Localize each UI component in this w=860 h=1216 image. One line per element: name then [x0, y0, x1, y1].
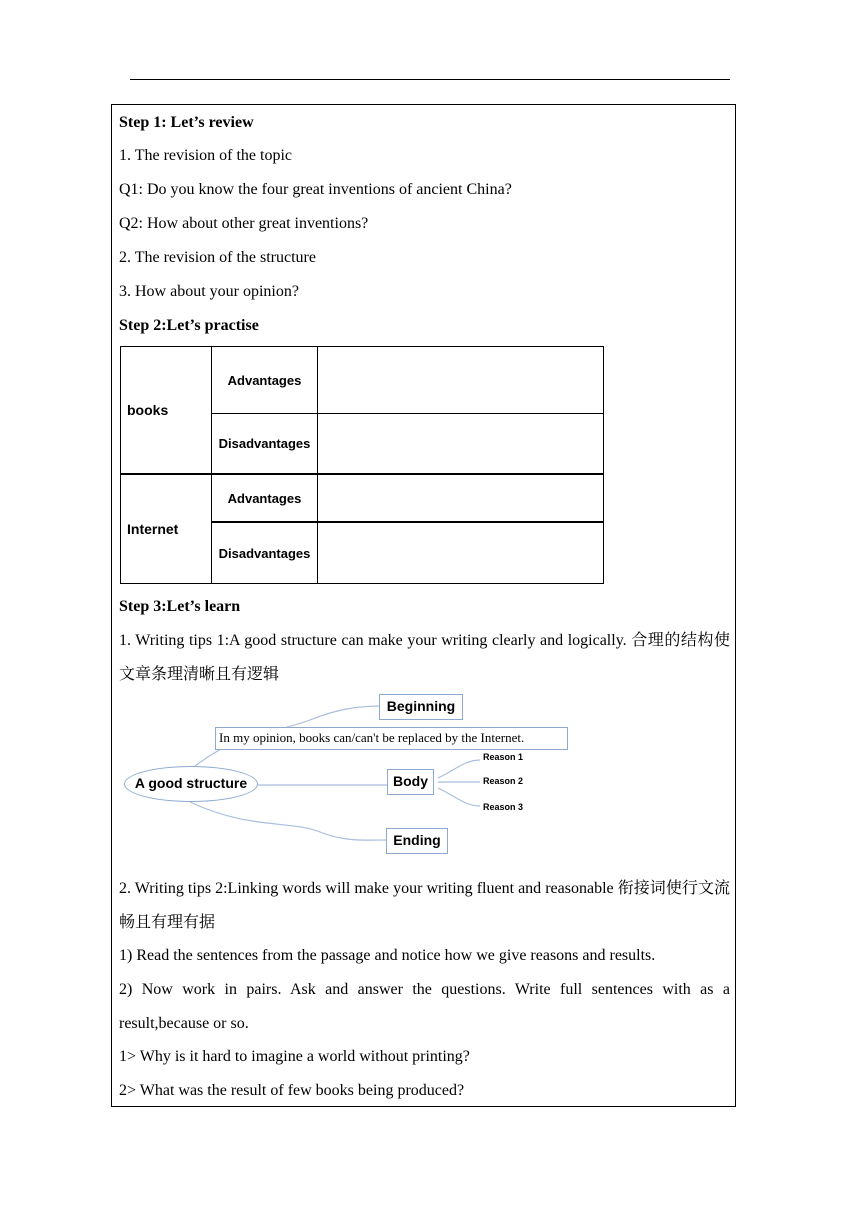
center-node: A good structure [124, 766, 258, 802]
opinion-node: In my opinion, books can/can't be replaced by the Internet. [215, 727, 568, 750]
answer-cell[interactable] [318, 522, 604, 583]
answer-cell[interactable] [318, 347, 604, 414]
row-label: Disadvantages [212, 414, 318, 474]
group-books: books [121, 347, 212, 475]
writing-tip-2: 2. Writing tips 2:Linking words will make your writing fluent and reasonable 衔接词使行文流畅且有理有据 [119, 880, 730, 931]
row-label: Advantages [212, 347, 318, 414]
group-internet: Internet [121, 474, 212, 583]
ending-node: Ending [386, 828, 448, 854]
step1-item: Q2: How about other great inventions? [119, 215, 369, 232]
reason-label: Reason 1 [483, 752, 524, 762]
row-label: Disadvantages [212, 522, 318, 583]
step1-item: 2. The revision of the structure [119, 249, 316, 266]
step3-title: Step 3:Let’s learn [119, 598, 241, 615]
step3-item: 1) Read the sentences from the passage and notice how we give reasons and results. [119, 947, 656, 964]
body-node: Body [387, 769, 434, 795]
row-label: Advantages [212, 474, 318, 522]
writing-tip-1: 1. Writing tips 1:A good structure can make your writing clearly and logically. 合理的结构使文章条理清晰且有逻辑 [119, 632, 730, 683]
step3-item: 2) Now work in pairs. Ask and answer the questions. Write full sentences with as a result,because or so. [119, 981, 730, 1032]
step2-title: Step 2:Let’s practise [119, 317, 259, 334]
answer-cell[interactable] [318, 414, 604, 474]
answer-cell[interactable] [318, 474, 604, 522]
practise-table [120, 346, 604, 584]
header-rule [130, 79, 730, 80]
question: 1> Why is it hard to imagine a world without printing? [119, 1048, 470, 1065]
step1-item: 1. The revision of the topic [119, 147, 292, 164]
step1-item: 3. How about your opinion? [119, 283, 299, 300]
structure-mindmap [120, 690, 580, 860]
question: 2> What was the result of few books being produced? [119, 1082, 465, 1099]
beginning-node: Beginning [379, 694, 463, 720]
step1-item: Q1: Do you know the four great inventions of ancient China? [119, 181, 512, 198]
reason-label: Reason 2 [483, 776, 524, 786]
reason-label: Reason 3 [483, 802, 524, 812]
step1-title: Step 1: Let’s review [119, 114, 254, 131]
